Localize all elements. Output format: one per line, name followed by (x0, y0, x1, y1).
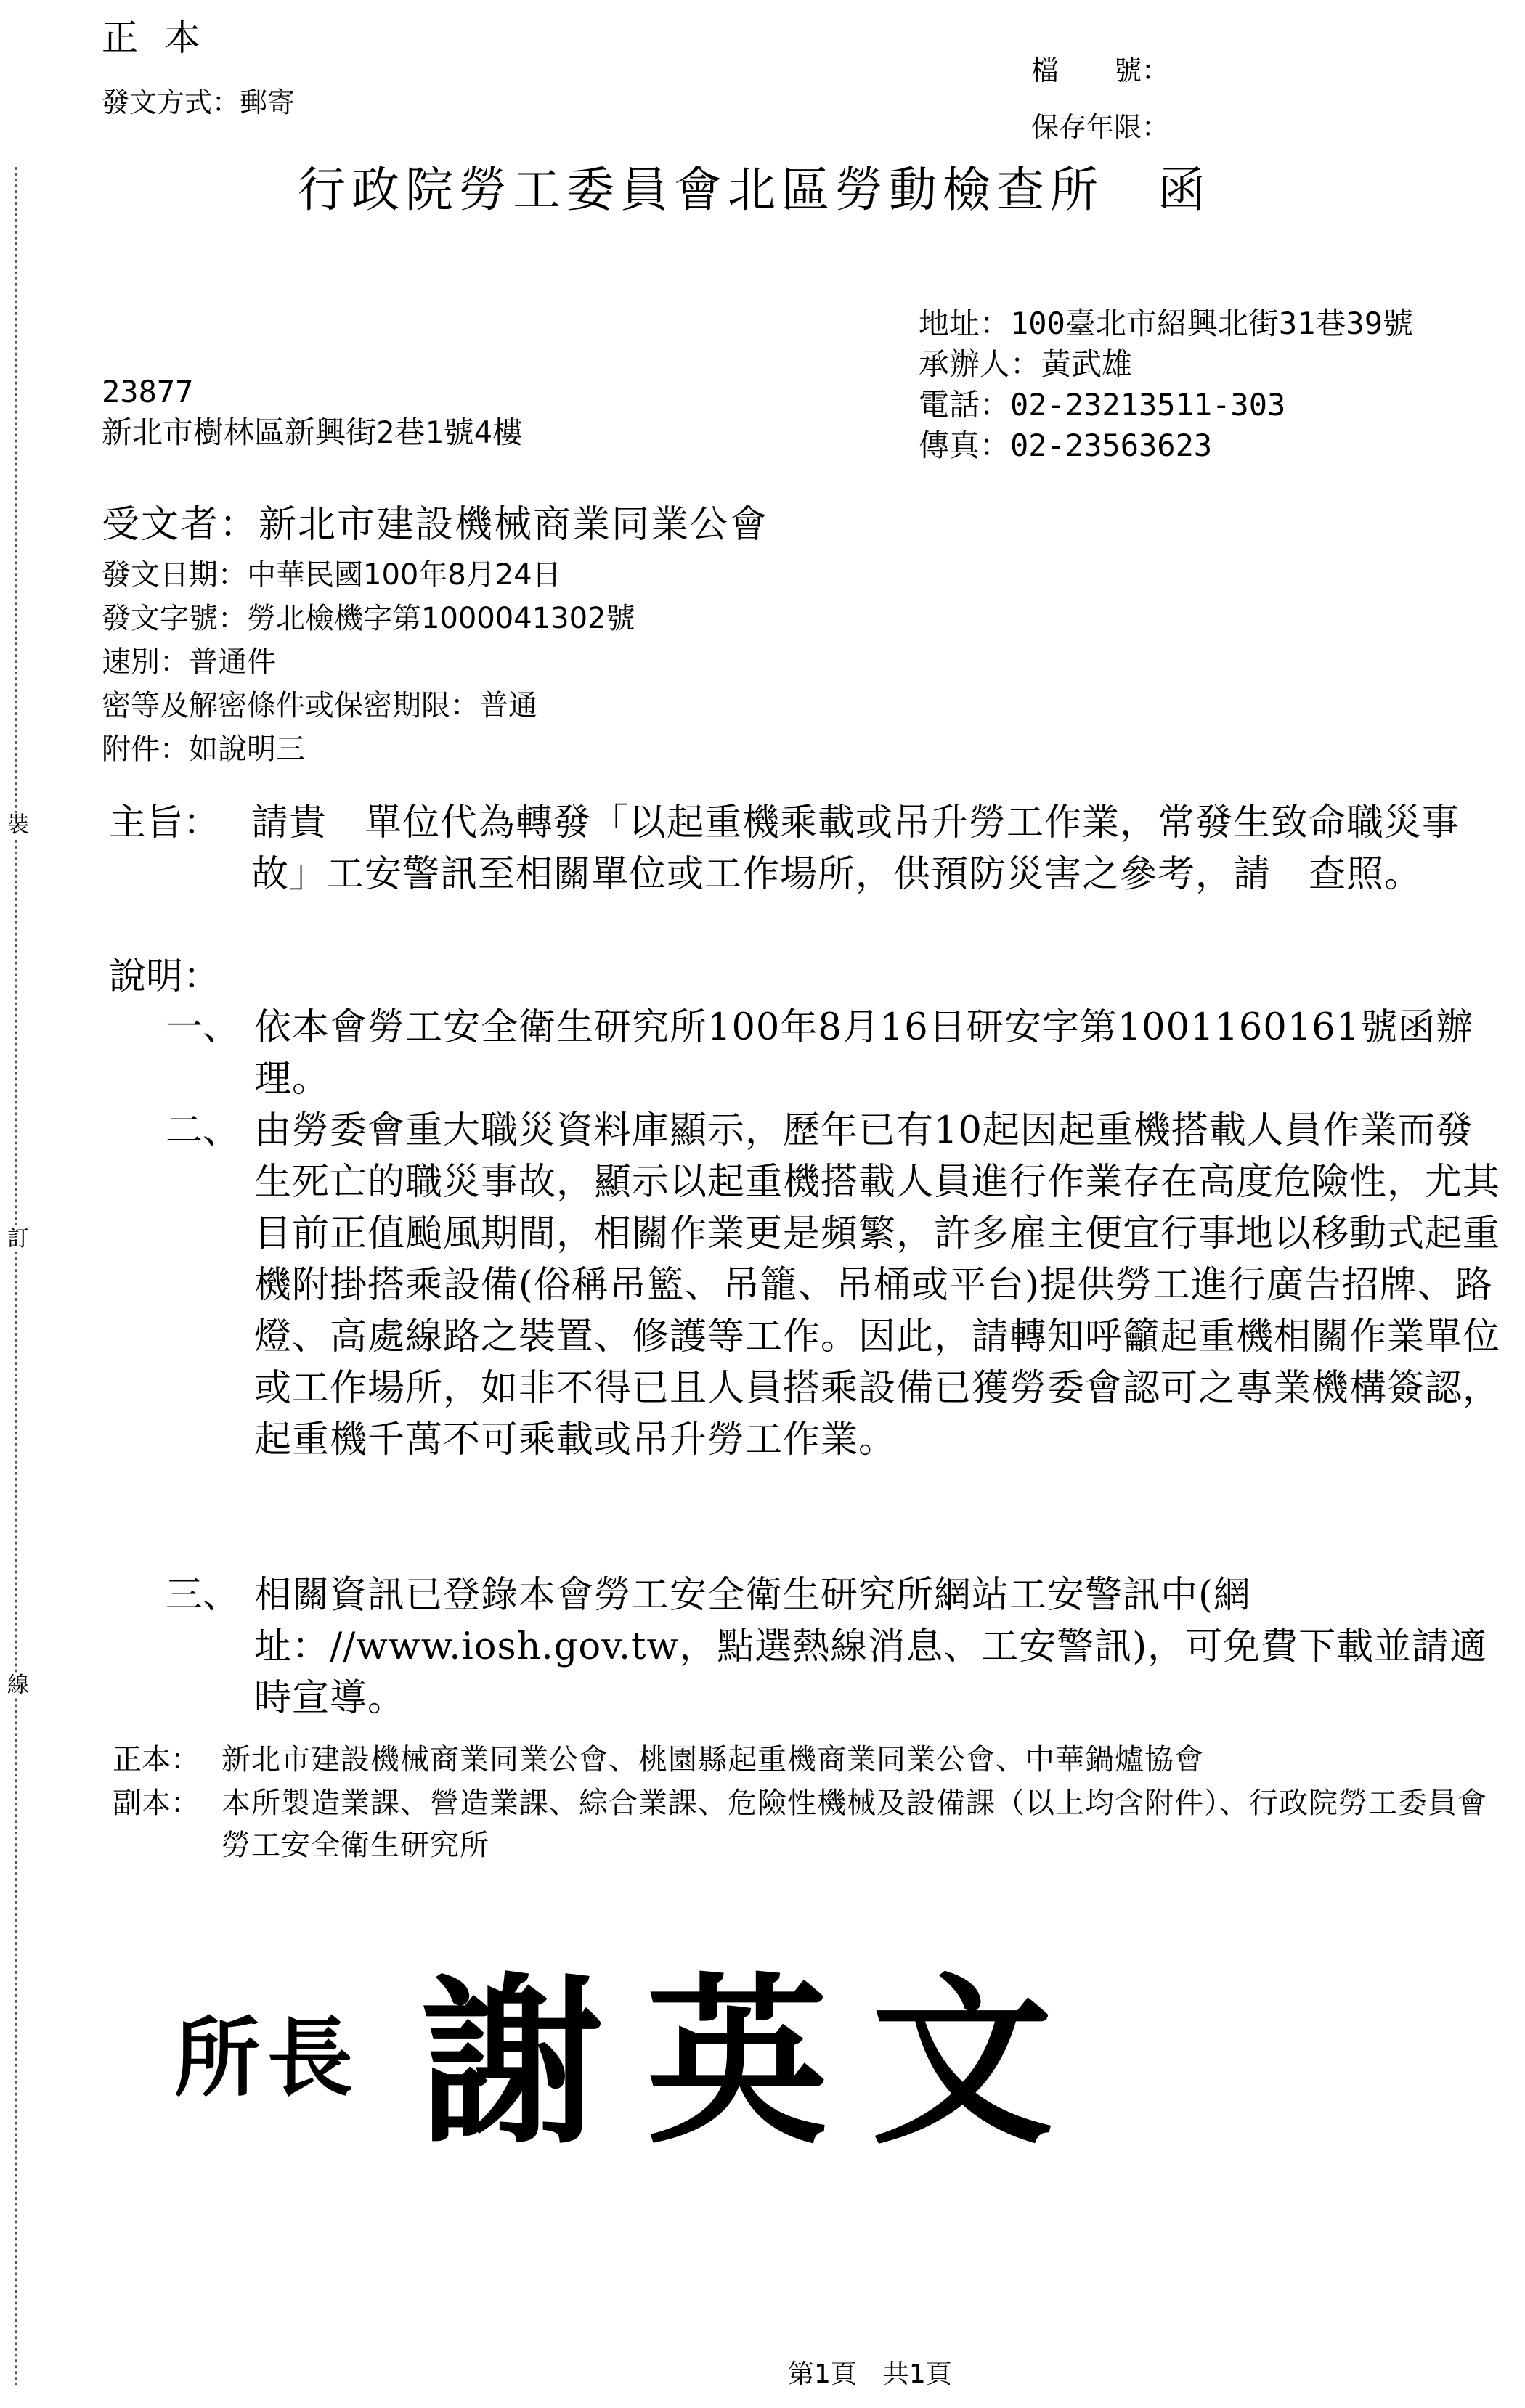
sender-info-block (919, 303, 1413, 466)
explanation-label: 說明： (109, 955, 221, 998)
original-recipients: 新北市建設機械商業同業公會、桃園縣起重機商業同業公會、中華鍋爐協會 (221, 1743, 1204, 1776)
secrecy-level: 密等及解密條件或保密期限：普通 (102, 689, 537, 722)
retention-period-label: 保存年限： (1031, 111, 1170, 143)
binding-mark-ding: 訂 (7, 1226, 29, 1252)
explanation-item-text: 由勞委會重大職災資料庫顯示，歷年已有10起因起重機搭載人員作業而發生死亡的職災事故，顯示以起重機搭載人員進行作業存在高度危險性，尤其目前正值颱風期間，相關作業更是頻繁，許多雇主便宜行事地以移動式起重機附掛搭乘設備(俗稱吊籃、吊籠、吊桶或平台)提供勞工進行廣告招牌、路燈、高處線路之裝置、修護等工作。因此，請轉知呼籲起重機相關作業單位或工作場所，如非不得已且人員搭乘設備已獲勞委會認可之專業機構簽認，起重機千萬不可乘載或吊升勞工作業。 (254, 1109, 1501, 1461)
copy-label: 副本： (113, 1787, 200, 1820)
fax-number: 傳真：02-23563623 (919, 428, 1213, 463)
director-signature: 謝英文 (421, 1955, 1097, 2168)
subject-text: 請貴 單位代為轉發「以起重機乘載或吊升勞工作業，常發生致命職災事故」工安警訊至相關單位或工作場所，供預防災害之參考，請 查照。 (251, 801, 1460, 896)
copy-recipients: 本所製造業課、營造業課、綜合業課、危險性機械及設備課（以上均含附件）、行政院勞工委員會勞工安全衛生研究所 (221, 1787, 1487, 1862)
explanation-item-number: 三、 (166, 1574, 240, 1617)
explanation-item-number: 二、 (166, 1109, 240, 1152)
document-info-block (102, 553, 635, 771)
document-title: 行政院勞工委員會北區勞動檢查所 函 (298, 162, 1211, 218)
recipient-postcode: 23877 (102, 374, 194, 409)
explanation-item-text: 相關資訊已登錄本會勞工安全衛生研究所網站工安警訊中(網址：//www.iosh.gov.tw，點選熱線消息、工安警訊)，可免費下載並請適時宣導。 (254, 1574, 1488, 1720)
original-label: 正本： (113, 1743, 200, 1776)
delivery-speed: 速別：普通件 (102, 645, 276, 679)
send-method: 發文方式：郵寄 (102, 86, 296, 118)
sender-address: 地址：100臺北市紹興北街31巷39號 (919, 306, 1414, 341)
recipient-street-address: 新北市樹林區新興街2巷1號4樓 (102, 415, 523, 450)
issue-date: 發文日期：中華民國100年8月24日 (102, 558, 561, 592)
file-number-label: 檔 號： (1031, 54, 1170, 86)
binding-mark-xian: 線 (7, 1673, 29, 1698)
copy-type-label: 正 本 (102, 17, 208, 59)
handler-name: 承辦人：黃武雄 (919, 346, 1133, 382)
subject-label: 主旨： (109, 801, 221, 844)
binding-mark-zhuang: 裝 (7, 812, 29, 838)
explanation-item-text: 依本會勞工安全衛生研究所100年8月16日研安字第1001160161號函辦理。 (254, 1006, 1474, 1101)
binding-dotted-line (15, 167, 17, 2388)
explanation-item-number: 一、 (166, 1006, 240, 1049)
document-number: 發文字號：勞北檢機字第1000041302號 (102, 602, 635, 635)
recipient-mailing-address (102, 372, 523, 453)
recipient: 受文者：新北市建設機械商業同業公會 (102, 503, 769, 547)
page-number: 第1頁 共1頁 (788, 2359, 952, 2389)
phone-number: 電話：02-23213511-303 (919, 387, 1286, 423)
director-title: 所長 (174, 2007, 361, 2108)
attachment-info: 附件：如說明三 (102, 732, 305, 766)
